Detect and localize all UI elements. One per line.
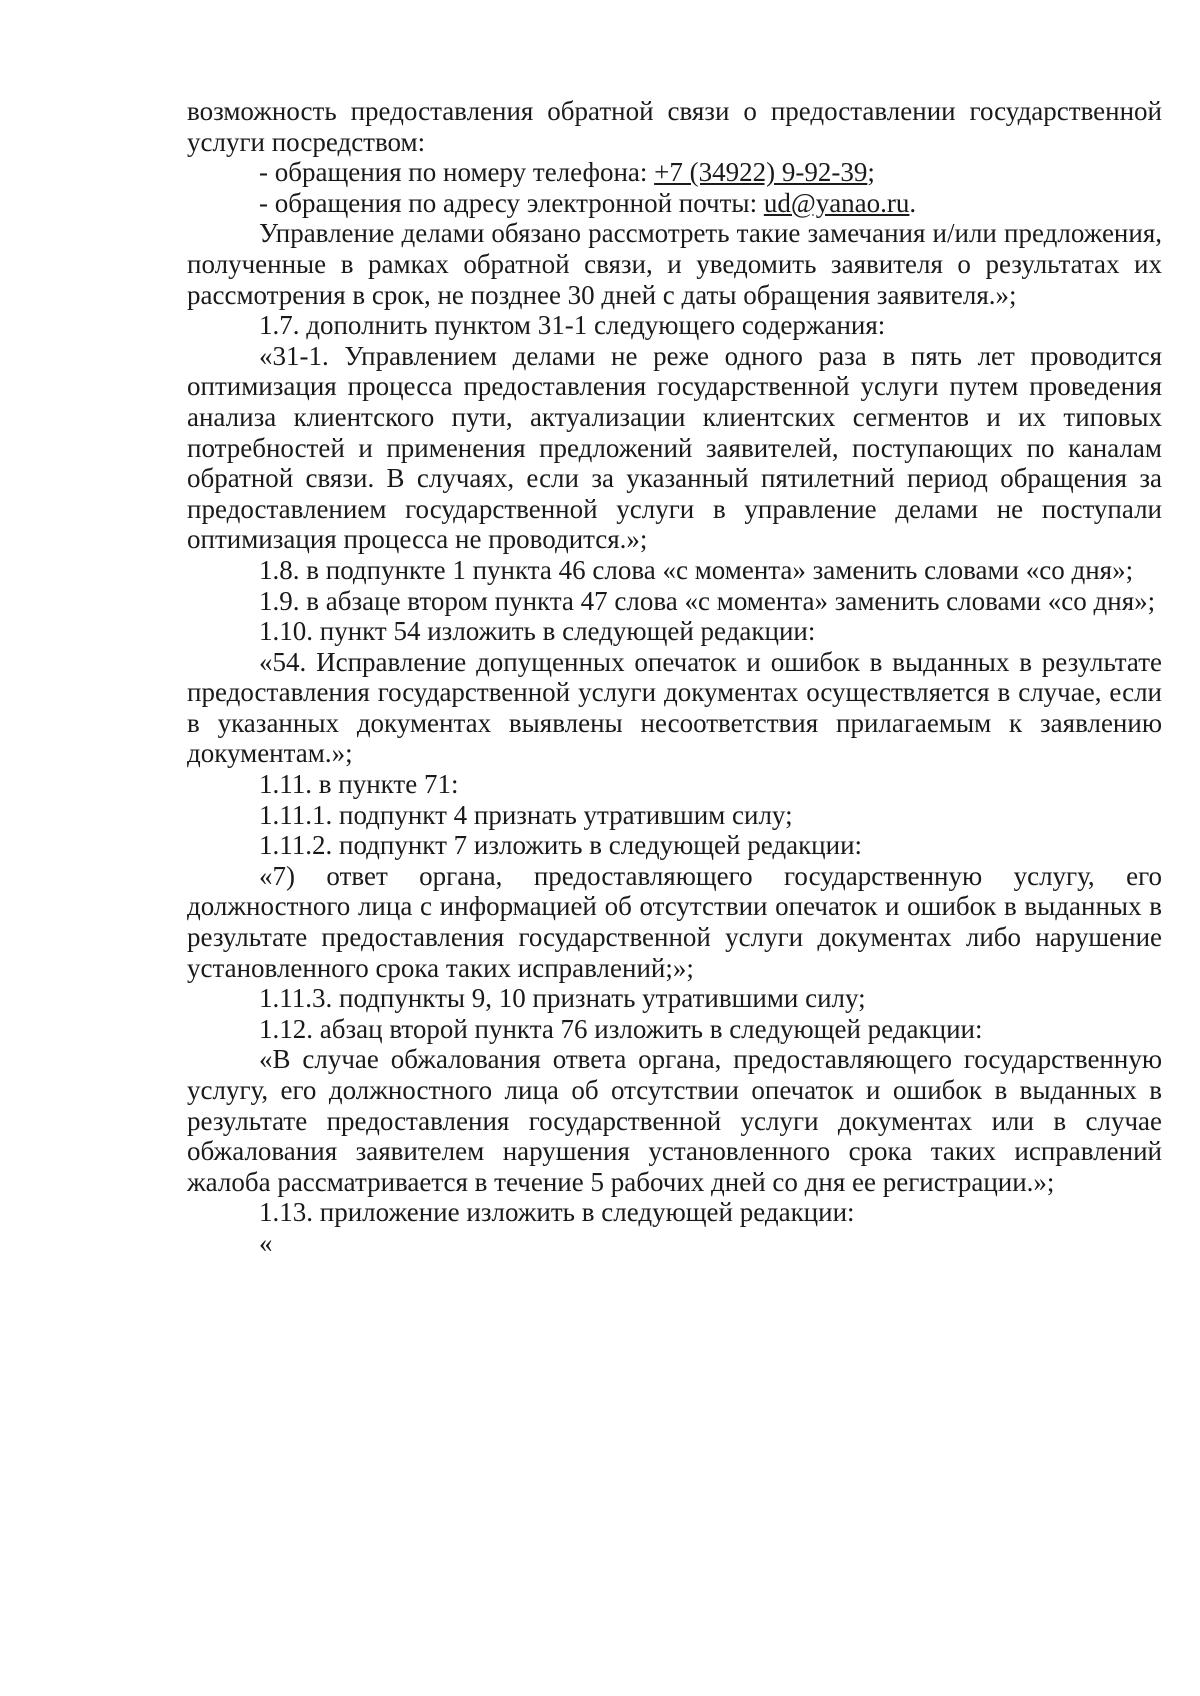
paragraph-1-11-1: 1.11.1. подпункт 4 признать утратившим силу;	[259, 799, 793, 830]
paragraph-1-12: 1.12. абзац второй пункта 76 изложить в следующей редакции:	[259, 1013, 983, 1044]
paragraph-1-11: 1.11. в пункте 71:	[259, 769, 459, 800]
phone-label: - обращения по номеру телефона:	[259, 157, 655, 188]
paragraph-31-1: «31-1. Управлением делами не реже одного раза в пять лет проводится оптимизация процесса предоставления государственной услуги путем проведения анализа клиентского пути, актуализации клиентских сегментов и их типовых потребностей и применения предложений заявителей, поступающих по каналам обратной связи. В случаях, если за указанный пятилетний период обращения за предоставлением государственной услуги в управление делами не поступали оптимизация процесса не проводится.»;	[187, 340, 1162, 555]
document-page	[187, 96, 1162, 1259]
paragraph-1-7: 1.7. дополнить пунктом 31-1 следующего содержания:	[259, 310, 886, 341]
paragraph-1-9: 1.9. в абзаце втором пункта 47 слова «с момента» заменить словами «со дня»;	[259, 585, 1156, 616]
paragraph-appeal: «В случае обжалования ответа органа, предоставляющего государственную услугу, его должностного лица об отсутствии опечаток и ошибок в выданных в результате предоставления государственной услуги документах или в случае обжалования заявителем нарушения установленного срока таких исправлений жалоба рассматривается в течение 5 рабочих дней со дня ее регистрации.»;	[187, 1044, 1162, 1197]
paragraph-email	[187, 188, 1162, 219]
opening-quote: «	[259, 1227, 273, 1258]
paragraph-1-8: 1.8. в подпункте 1 пункта 46 слова «с момента» заменить словами «со дня»;	[259, 554, 1134, 585]
paragraph-1-11-3: 1.11.3. подпункты 9, 10 признать утратившими силу;	[259, 983, 866, 1014]
phone-number: +7 (34922) 9-92-39	[654, 157, 868, 188]
paragraph-subitem-7: «7) ответ органа, предоставляющего государственную услугу, его должностного лица с информацией об отсутствии опечаток и ошибок в выданных в результате предоставления государственной услуги документах либо нарушение установленного срока таких исправлений;»;	[187, 860, 1162, 983]
paragraph-phone	[187, 157, 1162, 188]
paragraph-feedback-intro: возможность предоставления обратной связи о предоставлении государственной услуги посредством:	[187, 96, 1162, 157]
email-label: - обращения по адресу электронной почты:	[259, 187, 764, 218]
paragraph-54: «54. Исправление допущенных опечаток и ошибок в выданных в результате предоставления государственной услуги документах осуществляется в случае, если в указанных документах выявлены несоответствия прилагаемым к заявлению документам.»;	[187, 646, 1162, 769]
email-suffix: .	[909, 187, 917, 218]
paragraph-obligation: Управление делами обязано рассмотреть такие замечания и/или предложения, полученные в рамках обратной связи, и уведомить заявителя о результатах их рассмотрения в срок, не позднее 30 дней с даты обращения заявителя.»;	[187, 218, 1162, 310]
phone-suffix: ;	[867, 157, 875, 188]
email-address: ud@yanao.ru	[763, 187, 910, 218]
paragraph-1-11-2: 1.11.2. подпункт 7 изложить в следующей редакции:	[259, 830, 863, 861]
paragraph-1-10: 1.10. пункт 54 изложить в следующей редакции:	[259, 616, 816, 647]
paragraph-1-13: 1.13. приложение изложить в следующей редакции:	[259, 1197, 855, 1228]
